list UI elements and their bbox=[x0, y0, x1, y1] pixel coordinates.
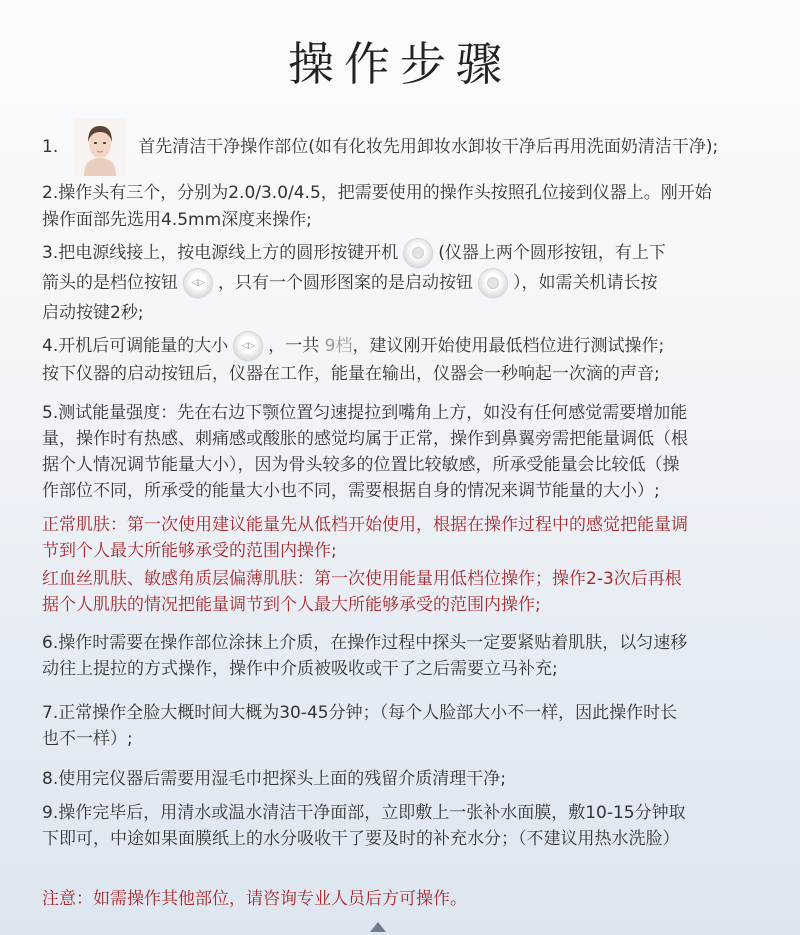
step-3-line-1-b: (仪器上两个圆形按钮，有上下 bbox=[438, 243, 666, 263]
step-9 bbox=[42, 800, 762, 852]
level-button-icon: ◁▷ bbox=[234, 332, 262, 360]
level-count: 9档 bbox=[324, 336, 353, 356]
step-8-line-1: 8.使用完仪器后需要用湿毛巾把探头上面的残留介质清理干净; bbox=[42, 769, 506, 789]
step-9-line-2: 下即可，中途如果面膜纸上的水分吸收干了要及时的补充水分；（不建议用热水洗脸） bbox=[42, 829, 680, 849]
scroll-arrow-icon bbox=[370, 922, 386, 932]
level-button-icon: ◁▷ bbox=[184, 269, 212, 297]
power-button-icon bbox=[404, 239, 432, 267]
step-7-line-1: 7.正常操作全脸大概时间大概为30-45分钟；（每个人脸部大小不一样，因此操作时长 bbox=[42, 703, 678, 723]
step-2-line-1: 2.操作头有三个，分别为2.0/3.0/4.5，把需要使用的操作头按照孔位接到仪器上。刚开始 bbox=[42, 183, 712, 203]
page-title: 操作步骤 bbox=[288, 37, 512, 91]
step-3-line-2 bbox=[42, 268, 762, 298]
step-7 bbox=[42, 700, 762, 752]
step-4-line-1 bbox=[42, 332, 762, 360]
step-9-line-1: 9.操作完毕后，用清水或温水清洁干净面部，立即敷上一张补水面膜，敷10-15分钟取 bbox=[42, 803, 686, 823]
step-3-line-2-c: ），如需关机请长按 bbox=[513, 273, 658, 293]
step-4-line-1-d: ，建议刚开始使用最低档位进行测试操作; bbox=[352, 336, 665, 356]
sensitive-skin-note bbox=[42, 566, 762, 618]
step-5 bbox=[42, 400, 762, 504]
step-6-line-1: 6.操作时需要在操作部位涂抹上介质，在操作过程中探头一定要紧贴着肌肤，以匀速移 bbox=[42, 633, 688, 653]
step-4-line-1-a: 4.开机后可调能量的大小 bbox=[42, 336, 229, 356]
start-button-icon bbox=[479, 269, 507, 297]
normal-skin-line-2: 节到个人最大所能够承受的范围内操作; bbox=[42, 541, 337, 561]
normal-skin-line-1: 正常肌肤：第一次使用建议能量先从低档开始使用，根据在操作过程中的感觉把能量调 bbox=[42, 515, 688, 535]
step-1-text: 首先清洁干净操作部位(如有化妆先用卸妆水卸妆干净后再用洗面奶清洁干净); bbox=[138, 137, 719, 157]
step-1 bbox=[42, 118, 762, 176]
step-5-line-2: 量，操作时有热感、刺痛感或酸胀的感觉均属于正常，操作到鼻翼旁需把能量调低（根 bbox=[42, 429, 688, 449]
step-2-line-2: 操作面部先选用4.5mm深度来操作; bbox=[42, 210, 312, 230]
caution-note: 注意：如需操作其他部位，请咨询专业人员后方可操作。 bbox=[42, 889, 467, 909]
step-4-line-2: 按下仪器的启动按钮后，仪器在工作，能量在输出，仪器会一秒响起一次滴的声音; bbox=[42, 364, 660, 384]
step-3-line-2-b: ，只有一个圆形图案的是启动按钮 bbox=[218, 273, 473, 293]
step-3-line-3: 启动按键2秒; bbox=[42, 303, 144, 323]
step-5-line-4: 作部位不同，所承受的能量大小也不同，需要根据自身的情况来调节能量的大小）; bbox=[42, 481, 660, 501]
step-2 bbox=[42, 180, 762, 234]
step-4-line-1-b: ，一共 bbox=[268, 336, 320, 356]
sensitive-skin-line-2: 据个人肌肤的情况把能量调节到个人最大所能够承受的范围内操作; bbox=[42, 595, 541, 615]
step-6 bbox=[42, 630, 762, 682]
step-3 bbox=[42, 238, 762, 328]
step-3-line-2-a: 箭头的是档位按钮 bbox=[42, 273, 178, 293]
step-5-line-3: 据个人情况调节能量大小），因为骨头较多的位置比较敏感，所承受能量会比较低（操 bbox=[42, 455, 680, 475]
step-7-line-2: 也不一样）; bbox=[42, 729, 133, 749]
step-5-line-1: 5.测试能量强度：先在右边下颚位置匀速提拉到嘴角上方，如没有任何感觉需要增加能 bbox=[42, 403, 688, 423]
normal-skin-note bbox=[42, 512, 762, 564]
sensitive-skin-line-1: 红血丝肌肤、敏感角质层偏薄肌肤：第一次使用能量用低档位操作；操作2-3次后再根 bbox=[42, 569, 682, 589]
step-6-line-2: 动往上提拉的方式操作，操作中介质被吸收或干了之后需要立马补充; bbox=[42, 659, 558, 679]
step-8 bbox=[42, 766, 762, 793]
step-1-number: 1. bbox=[42, 137, 59, 157]
avatar-face-image bbox=[74, 118, 126, 176]
step-3-line-1-a: 3.把电源线接上，按电源线上方的圆形按键开机 bbox=[42, 243, 399, 263]
step-4 bbox=[42, 332, 762, 388]
step-3-line-1 bbox=[42, 238, 762, 268]
